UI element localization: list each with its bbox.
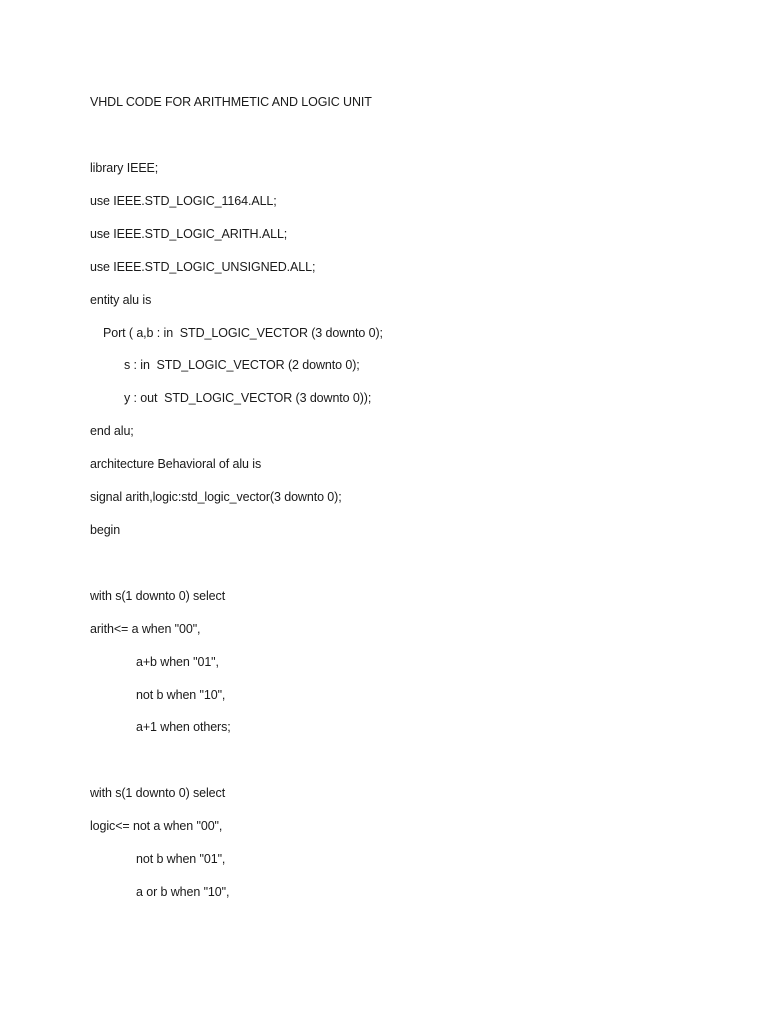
code-line: arith<= a when "00", [90, 622, 201, 636]
code-line: architecture Behavioral of alu is [90, 457, 262, 471]
code-line: entity alu is [90, 293, 152, 307]
code-line: y : out STD_LOGIC_VECTOR (3 downto 0)); [124, 391, 372, 405]
code-line: a+b when "01", [136, 655, 219, 669]
code-line: use IEEE.STD_LOGIC_1164.ALL; [90, 194, 277, 208]
code-line: begin [90, 523, 121, 537]
code-line: a or b when "10", [136, 885, 230, 899]
code-line: with s(1 downto 0) select [90, 786, 226, 800]
code-line: library IEEE; [90, 161, 159, 175]
code-line: s : in STD_LOGIC_VECTOR (2 downto 0); [124, 358, 360, 372]
code-line: Port ( a,b : in STD_LOGIC_VECTOR (3 downto 0); [103, 326, 383, 340]
code-line: logic<= not a when "00", [90, 819, 223, 833]
code-line: end alu; [90, 424, 134, 438]
code-line: not b when "01", [136, 852, 226, 866]
code-line: a+1 when others; [136, 720, 231, 734]
code-line: not b when "10", [136, 688, 226, 702]
document-title: VHDL CODE FOR ARITHMETIC AND LOGIC UNIT [90, 95, 372, 109]
code-line: with s(1 downto 0) select [90, 589, 226, 603]
code-line: signal arith,logic:std_logic_vector(3 downto 0); [90, 490, 342, 504]
code-line: use IEEE.STD_LOGIC_ARITH.ALL; [90, 227, 288, 241]
code-line: use IEEE.STD_LOGIC_UNSIGNED.ALL; [90, 260, 316, 274]
